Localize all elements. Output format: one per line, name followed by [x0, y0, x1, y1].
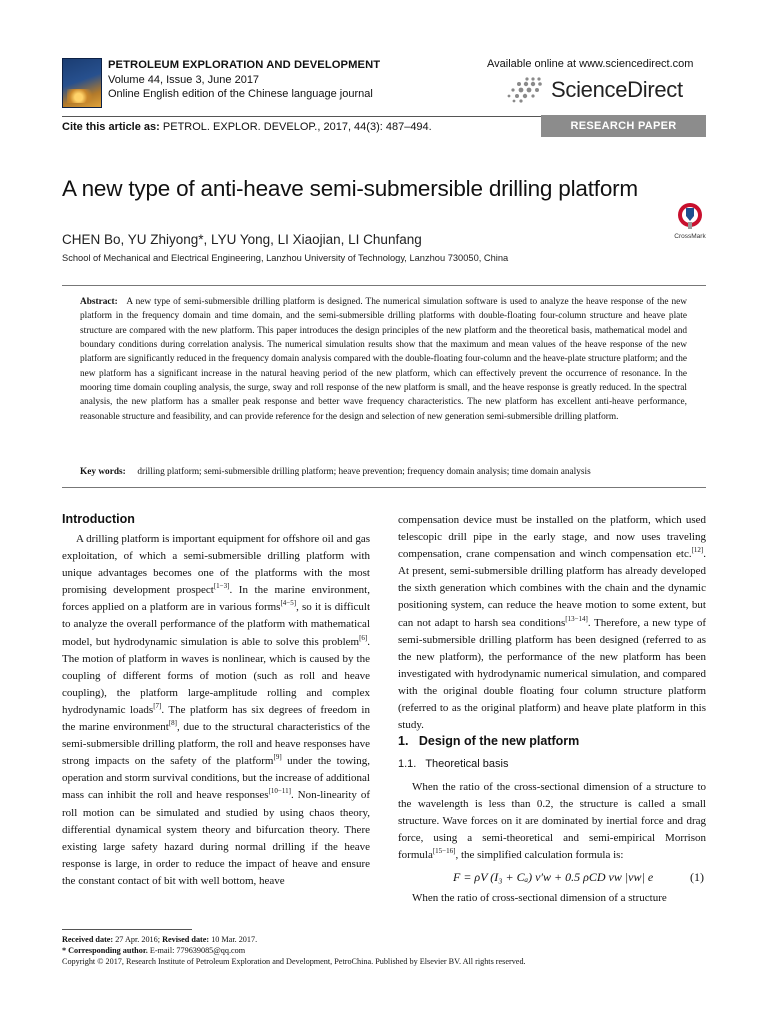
introduction-paragraph — [62, 531, 370, 890]
section-1-heading: 1. Design of the new platform — [398, 734, 580, 748]
body-text: under the towing, operation and storm survival conditions, but the increase of additional mass can inhibit the roll and heave responses — [62, 755, 370, 802]
keywords-text: drilling platform; semi-submersible drilling platform; heave prevention; frequency domain analysis; time domain analysis — [137, 467, 591, 477]
citation-ref[interactable]: [7] — [153, 701, 162, 710]
copyright-notice: Copyright © 2017, Research Institute of Petroleum Exploration and Development, PetroChina. Published by Elsevier BV. All rights reserved. — [62, 957, 526, 966]
citation-ref[interactable]: [8] — [168, 719, 177, 728]
footnote-divider — [62, 929, 192, 930]
body-text: . Non-linearity of roll motion can be simulated and studied by using chaos theory, differential dynamical system theory and bifurcation theory. There existing large safety hazard during normal drilling if the heave response is large, in order to reduce the impact of heave and ensure the constant contact of bit with well bottom, heave — [62, 789, 370, 887]
received-dates — [62, 934, 257, 945]
citation-ref[interactable]: [10−11] — [268, 787, 291, 796]
citation-ref[interactable]: [1−3] — [213, 582, 230, 591]
body-text: , the simplified calculation formula is: — [455, 849, 624, 862]
sciencedirect-logo-icon — [505, 76, 545, 104]
citation-ref[interactable]: [6] — [359, 633, 368, 642]
introduction-heading: Introduction — [62, 512, 135, 526]
citation-ref[interactable]: [12] — [691, 546, 704, 555]
citation-ref[interactable]: [4−5] — [280, 599, 297, 608]
author-email[interactable]: E-mail: 779639085@qq.com — [149, 946, 246, 955]
citation-ref[interactable]: [13−14] — [565, 614, 588, 623]
abstract-block — [80, 295, 687, 424]
body-text: . The platform has six degrees of freedom in the marine environment — [62, 703, 370, 734]
equation-number: (1) — [690, 870, 704, 884]
body-text: . At present, semi-submersible drilling platform has already developed the sixth generation which combines with the chain and the dynamic positioning system, can reduce the heave motion to some extent, but can not adapt to harsh sea conditions — [398, 548, 706, 629]
keywords-label: Key words: — [80, 467, 126, 477]
author-list: CHEN Bo, YU Zhiyong*, LYU Yong, LI Xiaojian, LI Chunfang — [62, 232, 422, 247]
body-text: compensation device must be installed on the platform, which used telescopic drill pipe in the early stage, and now uses traveling compensation, crane compensation and winch compensation etc. — [398, 514, 706, 561]
crossmark-label: CrossMark — [674, 233, 706, 240]
citation-ref[interactable]: [15−16] — [432, 847, 456, 856]
introduction-paragraph-continued — [398, 512, 706, 734]
theoretical-basis-paragraph-2 — [398, 890, 706, 907]
keywords-block — [80, 467, 687, 477]
body-text: A drilling platform is important equipment for offshore oil and gas exploitation, of which a semi-submersible drilling platform with unique advantages becomes one of the platforms with the most promising development prospect — [62, 533, 370, 597]
abstract-bottom-divider — [62, 487, 706, 488]
body-text: . Therefore, a new type of semi-submersible drilling platform has been designed (referred to as the new platform), the performance of the new platform has been investigated with hydrodynamic numerical simulation, and compared with the original double floating four column structure platform (referred to as the original platform) and heave plate platform in this study. — [398, 616, 707, 732]
available-online-text[interactable]: Available online at www.sciencedirect.com — [487, 58, 694, 70]
citation-line — [62, 121, 432, 133]
cite-label: Cite this article as: — [62, 121, 160, 133]
corresponding-label: * Corresponding author. — [62, 946, 148, 955]
body-text: When the ratio of the cross-sectional dimension of a structure to the wavelength is less than 0.2, the structure is called a small structure. Wave forces on it are dominated by inertial force and drag force, using a semi-theoretical and semi-empirical Morrison formula — [398, 781, 706, 862]
corresponding-author — [62, 945, 245, 956]
body-text: When the ratio of cross-sectional dimension of a structure — [412, 892, 667, 904]
revised-label: Revised date: — [162, 935, 210, 944]
abstract-text: A new type of semi-submersible drilling platform is designed. The numerical simulation software is used to analyze the heave response of the new platform in the frequency domain and time domain, and the semi-submersible drilling platforms with double-floating four-column structure and heave plate structure are compared with the new platform. This paper introduces the design principles of the new platform and the theoretical basis, mathematical model and boundary conditions during correlation analysis. The numerical simulation results show that the maximum and mean values of the heave response of the new platform are significantly reduced in the frequency domain analysis compared with the double-floating four-column and the heave-plate structure platform; and the new platform has a significant increase in the natural heaving period of the new platform, which can effectively prevent the occurrence of resonance. In the mooring time domain coupling analysis, the surge, sway and roll response of the new platform is small, and the heave response is greatly reduced. In the spectral analysis, the new platform has a smaller peak response and better wave frequency characteristics. The new platform has excellent anti-heave performance, reasonable structure and feasibility, and can provide reference for the design and selection of new generation semi-submersible drilling platform. — [80, 297, 687, 422]
body-text: , so it is difficult to analyze the overall performance of the platform with mathematical model, but hydrodynamic simulation is able to solve this problem — [62, 601, 370, 648]
body-text: . The motion of platform in waves is nonlinear, which is caused by the coupling of different forms of motion (such as roll and heave coupling), the platform large-amplitude rolling and complex hydrodynamic loads — [62, 635, 370, 716]
cite-text: PETROL. EXPLOR. DEVELOP., 2017, 44(3): 487–494. — [162, 121, 432, 133]
equation-body: F = ρV (I₃ + Cₐ) v′w + 0.5 ρCD vw |vw| e — [453, 870, 654, 884]
revised-date: 10 Mar. 2017. — [211, 935, 258, 944]
journal-volume: Volume 44, Issue 3, June 2017 — [108, 74, 260, 86]
journal-name: PETROLEUM EXPLORATION AND DEVELOPMENT — [108, 59, 381, 71]
crossmark-badge[interactable] — [670, 202, 710, 240]
body-text: . In the marine environment, forces applied on a platform are in various forms — [62, 584, 370, 614]
paper-title: A new type of anti-heave semi-submersible drilling platform — [62, 176, 638, 201]
crossmark-icon — [677, 202, 703, 230]
received-label: Received date: — [62, 935, 114, 944]
abstract-top-divider — [62, 285, 706, 286]
article-type-badge: RESEARCH PAPER — [541, 115, 706, 137]
abstract-label: Abstract: — [80, 297, 118, 307]
journal-edition: Online English edition of the Chinese language journal — [108, 88, 373, 100]
sciencedirect-wordmark: ScienceDirect — [551, 77, 683, 102]
body-text: , due to the structural characteristics of the semi-submersible drilling platform, the roll and heave responses have strong impacts on the safety of the platform — [62, 721, 370, 768]
theoretical-basis-paragraph — [398, 779, 706, 864]
section-1-1-heading: 1.1. Theoretical basis — [398, 758, 509, 770]
author-affiliation: School of Mechanical and Electrical Engineering, Lanzhou University of Technology, Lanzhou 730050, China — [62, 253, 509, 263]
received-date: 27 Apr. 2016; — [115, 935, 161, 944]
journal-cover-image — [62, 58, 102, 108]
citation-ref[interactable]: [9] — [273, 753, 282, 762]
